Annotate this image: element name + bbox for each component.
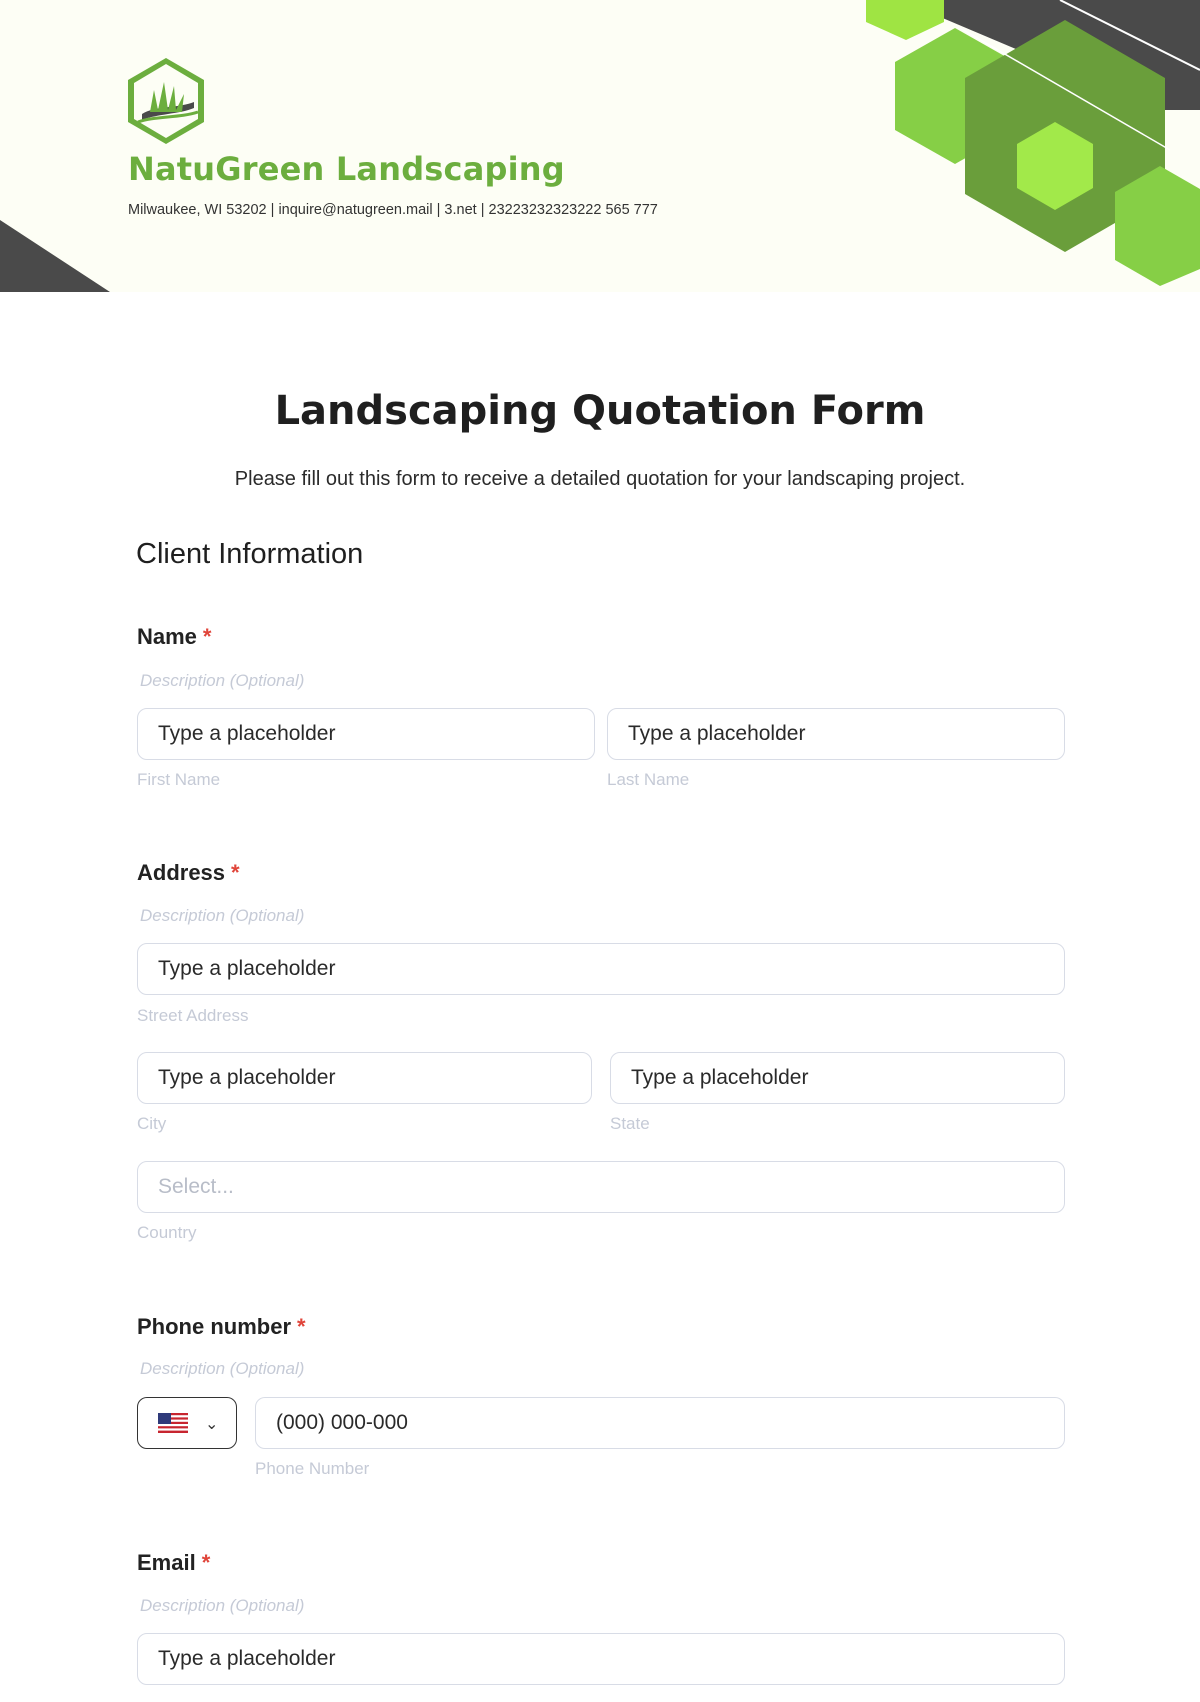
required-mark: * [231,860,240,885]
city-input[interactable]: Type a placeholder [137,1052,592,1104]
us-flag-icon [158,1413,188,1433]
form-title: Landscaping Quotation Form [274,388,926,434]
first-name-sublabel: First Name [137,770,221,789]
phone-description: Description (Optional) [140,1359,305,1378]
email-label: Email * [137,1550,211,1575]
name-label: Name * [137,624,212,649]
state-sublabel: State [610,1114,650,1133]
country-select[interactable]: Select... [137,1161,1065,1213]
company-logo [124,56,208,146]
country-sublabel: Country [137,1223,197,1242]
required-mark: * [201,1550,211,1575]
required-mark: * [297,1314,306,1339]
last-name-input[interactable]: Type a placeholder [607,708,1065,760]
last-name-sublabel: Last Name [607,770,690,789]
phone-number-input[interactable]: (000) 000-000 [255,1397,1065,1449]
country-code-dropdown[interactable] [137,1397,237,1449]
name-description: Description (Optional) [140,671,305,690]
street-address-input[interactable]: Type a placeholder [137,943,1065,995]
contact-info: Milwaukee, WI 53202 | inquire@natugreen.mail | 3.net | 23223232323222 565 777 [128,202,658,218]
letterhead [0,0,1200,292]
address-description: Description (Optional) [140,906,305,925]
phone-label: Phone number * [137,1314,306,1339]
hexagon-decoration [0,0,1200,292]
required-mark: * [202,624,212,649]
city-sublabel: City [137,1114,167,1133]
email-description: Description (Optional) [140,1596,305,1615]
street-address-sublabel: Street Address [137,1006,249,1025]
company-name: NatuGreen Landscaping [128,150,565,188]
first-name-input[interactable]: Type a placeholder [137,708,595,760]
section-title-client-information: Client Information [136,538,364,570]
email-input[interactable]: Type a placeholder [137,1633,1065,1685]
form-intro: Please fill out this form to receive a detailed quotation for your landscaping project. [234,468,966,490]
phone-number-sublabel: Phone Number [255,1459,370,1478]
state-input[interactable]: Type a placeholder [610,1052,1065,1104]
address-label: Address * [137,860,240,885]
chevron-down-icon: ⌄ [205,1416,219,1433]
